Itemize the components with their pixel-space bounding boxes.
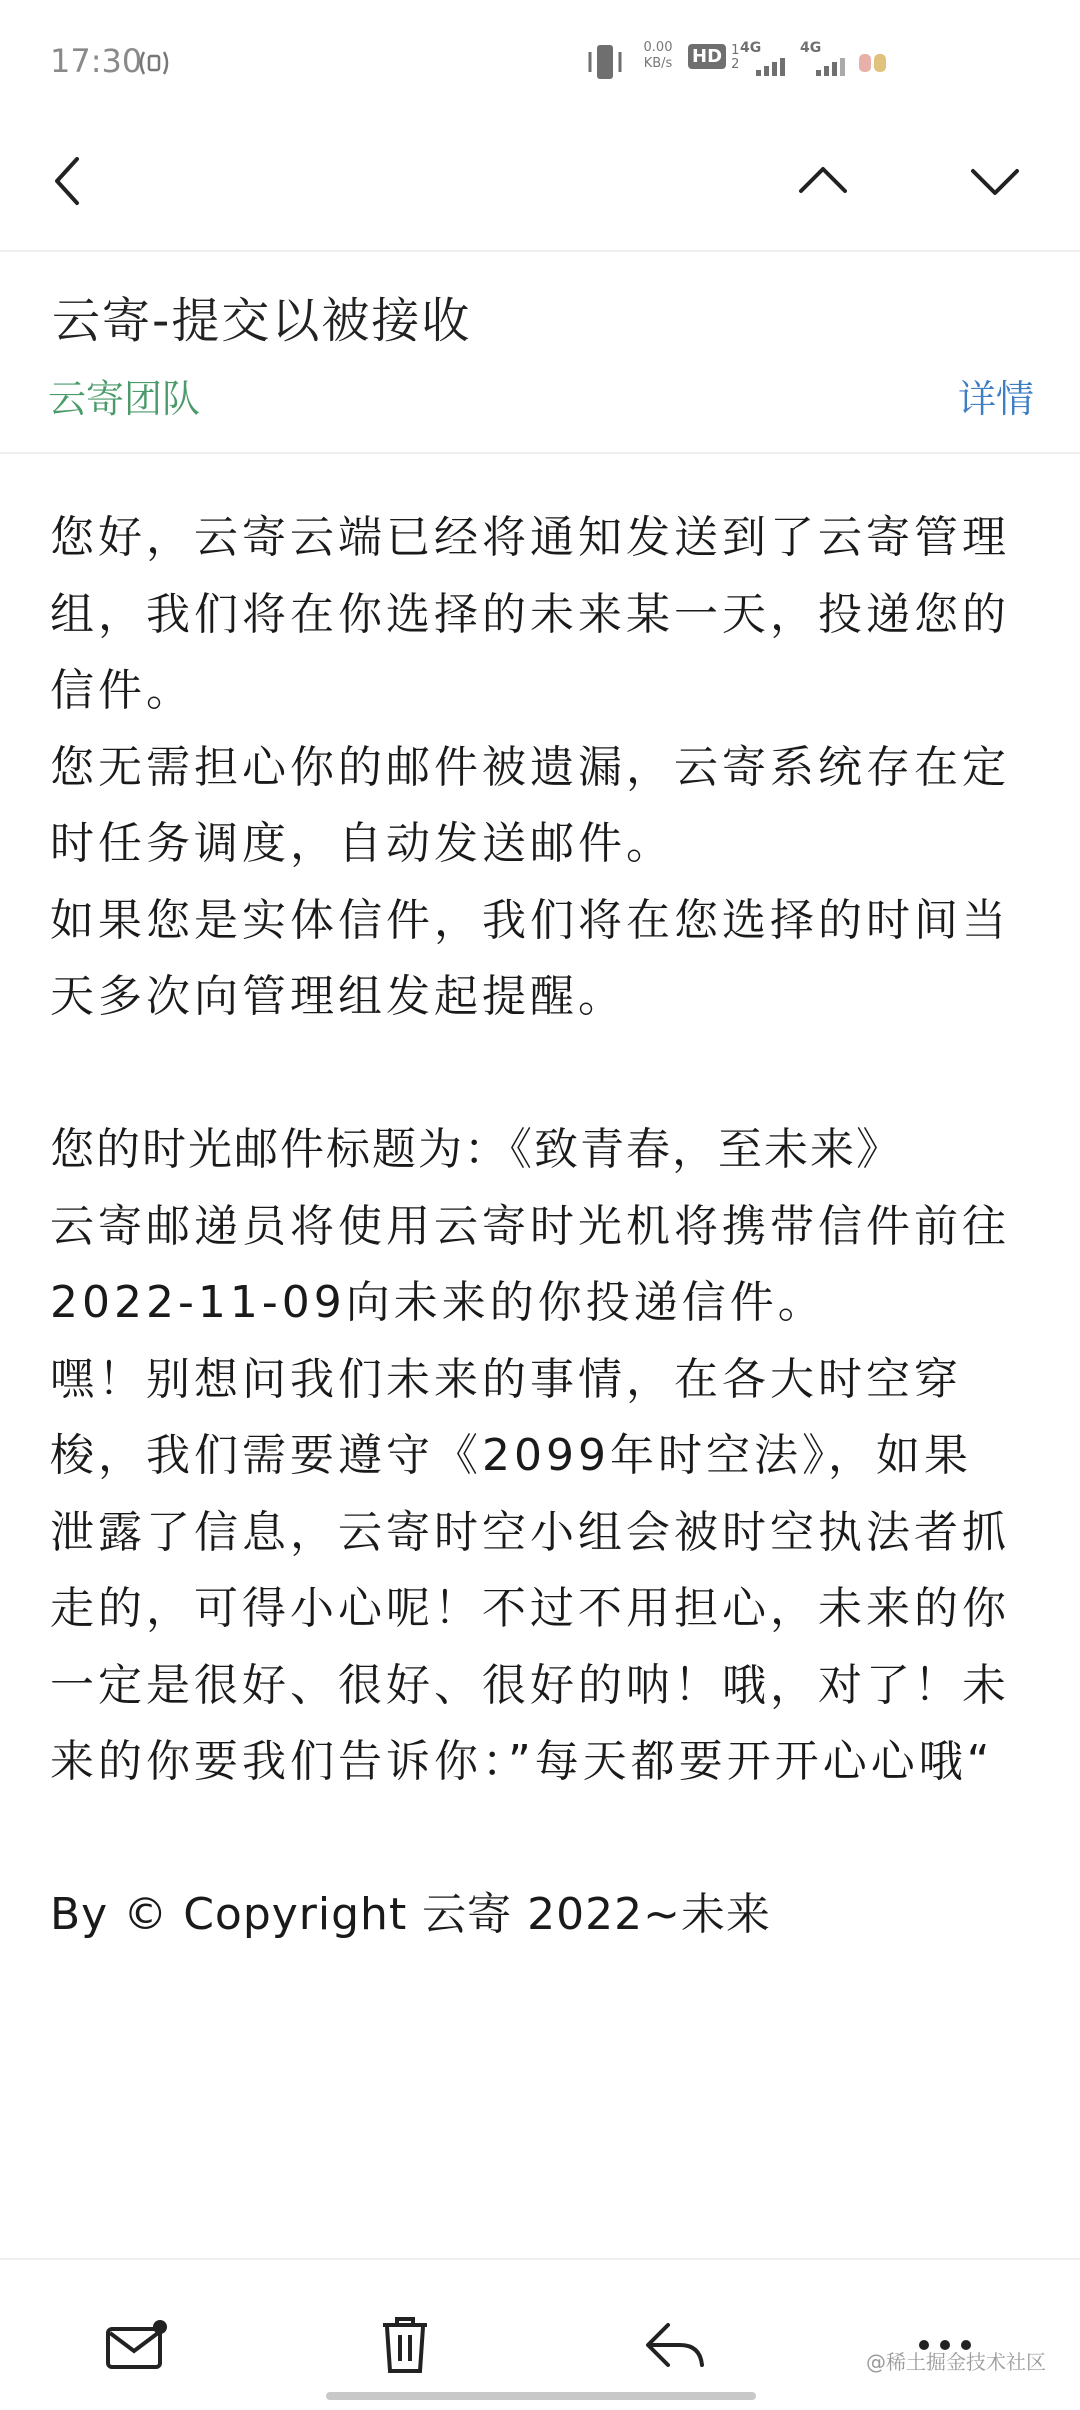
- watermark: @稀土掘金技术社区: [866, 2350, 1046, 2374]
- bottom-toolbar: [0, 2258, 1080, 2410]
- blank-line: [50, 1801, 1010, 1878]
- divider: [0, 452, 1080, 454]
- body-paragraph: 云寄邮递员将使用云寄时光机将携带信件前往2022-11-09向未来的你投递信件。: [50, 1200, 1010, 1328]
- mark-unread-button[interactable]: [90, 2300, 180, 2390]
- vibrate-icon: [584, 42, 626, 86]
- email-body: [50, 500, 1010, 1954]
- signature: By © Copyright 云寄 2022~未来: [50, 1889, 772, 1940]
- body-paragraph: 嘿！别想问我们未来的事情，在各大时空穿梭，我们需要遵守《2099年时空法》，如果泄露了信息，云寄时空小组会被时空执法者抓走的，可得小心呢！不过不用担心，未来的你一定是很好、很好、很好的呐！哦，对了！未来的你要我们告诉你：”每天都要开开心心哦“: [50, 1353, 1010, 1787]
- chevron-left-icon: [47, 151, 87, 211]
- email-subject: 云寄-提交以被接收: [52, 293, 472, 349]
- signal-icon: 4G: [800, 40, 854, 84]
- previous-email-button[interactable]: [778, 136, 868, 226]
- blank-line: [50, 1036, 1010, 1113]
- chevron-up-icon: [793, 161, 853, 201]
- home-indicator[interactable]: [326, 2392, 756, 2400]
- body-paragraph: 您的时光邮件标题为：《致青春，至未来》: [50, 1124, 902, 1175]
- status-time: 17:30: [50, 42, 143, 80]
- reply-icon: [640, 2315, 710, 2375]
- nav-bar: [0, 124, 1080, 250]
- body-paragraph: 您好，云寄云端已经将通知发送到了云寄管理组，我们将在你选择的未来某一天，投递您的信件。: [50, 512, 1010, 716]
- reply-button[interactable]: [630, 2300, 720, 2390]
- delete-button[interactable]: [360, 2300, 450, 2390]
- body-paragraph: 如果您是实体信件，我们将在您选择的时间当天多次向管理组发起提醒。: [50, 894, 1010, 1022]
- more-button[interactable]: [900, 2300, 990, 2390]
- net-speed: 0.00 KB/s: [643, 40, 673, 71]
- hd-sim-indicator: HD 1 2: [688, 44, 739, 72]
- divider: [0, 250, 1080, 252]
- details-link[interactable]: 详情: [957, 377, 1034, 421]
- chevron-down-icon: [965, 161, 1025, 201]
- nfc-icon: [136, 48, 172, 82]
- sender-name[interactable]: 云寄团队: [48, 377, 201, 421]
- body-paragraph: 您无需担心你的邮件被遗漏，云寄系统存在定时任务调度，自动发送邮件。: [50, 741, 1010, 869]
- battery-icon: [858, 52, 888, 78]
- status-bar: [0, 0, 1080, 124]
- mail-unread-icon: [100, 2315, 170, 2375]
- trash-icon: [375, 2313, 435, 2377]
- signal-icon: 4G: [740, 40, 794, 84]
- back-button[interactable]: [22, 136, 112, 226]
- next-email-button[interactable]: [950, 136, 1040, 226]
